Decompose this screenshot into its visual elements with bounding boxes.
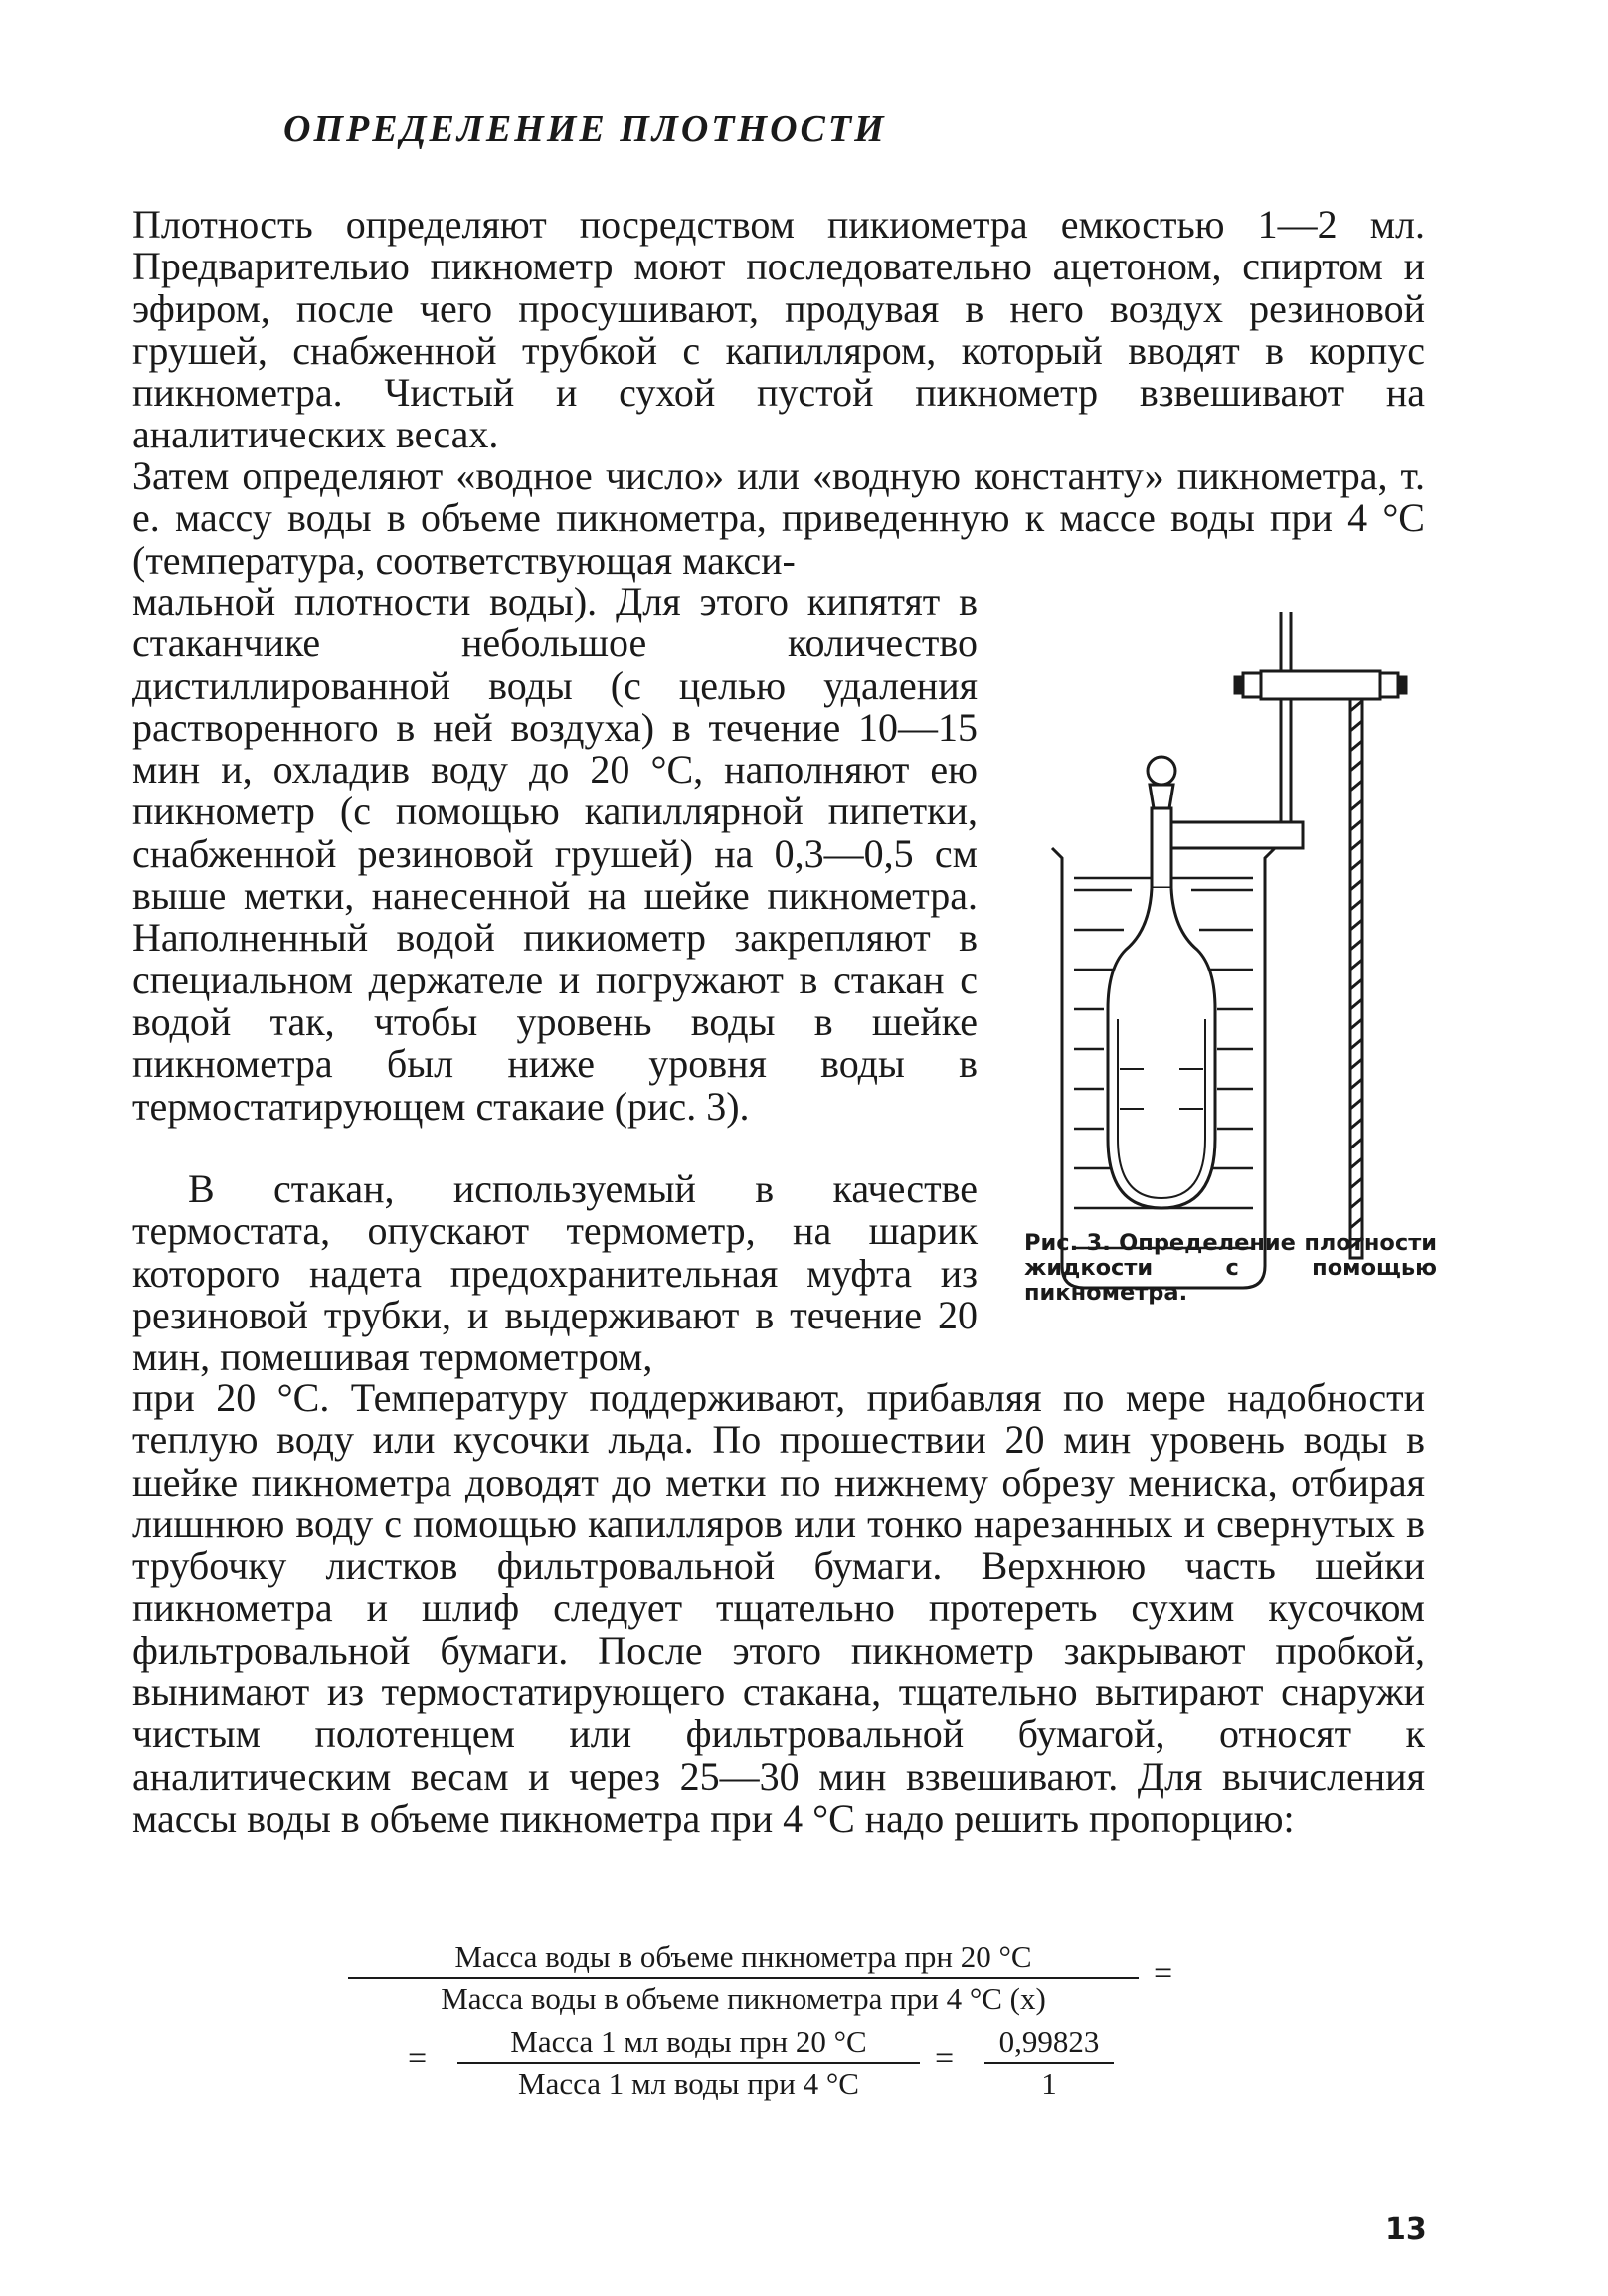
fraction-3-denominator: 1	[984, 2062, 1114, 2102]
fraction-2-numerator: Масса 1 мл воды прн 20 °С	[510, 2025, 867, 2059]
fraction-3	[984, 2025, 1114, 2102]
section-heading: ОПРЕДЕЛЕНИЕ ПЛОТНОСТИ	[283, 108, 887, 150]
equals-sign-3: =	[935, 2040, 955, 2077]
proportion-formula	[348, 1939, 1243, 2118]
paragraph-2-top: Затем определяют «водное число» или «водную константу» пикнометра, т. е. массу воды в объеме пикнометра, приведенную к массе воды при 4 °С (температура, соответствующая макси-	[132, 453, 1425, 583]
figure-caption: Рис. 3. Определение плотности жидкости с помощью пикнометра.	[1024, 1230, 1437, 1306]
fraction-1	[348, 1939, 1139, 2017]
fraction-2	[457, 2025, 920, 2102]
paragraph-1: Плотность определяют посредством пикиометра емкостью 1—2 мл. Предварительио пикнометр моют последовательно ацетоном, спиртом и эфиром, после чего просушивают, продувая в него воздух резиновой грушей, снабженной трубкой с капилляром, который вводят в корпус пикнометра. Чистый и сухой пустой пикнометр взвешивают на аналитических весах.	[132, 202, 1425, 457]
paragraph-2-wrapped: мальной плотности воды). Для этого кипятят в стаканчике небольшое количество дистиллированной воды (с целью удаления растворенного в ней воздуха) в течение 10—15 мин и, охладив воду до 20 °С, наполняют ею пикнометр (с помощью капиллярной пипетки, снабженной резиновой грушей) на 0,3—0,5 см выше метки, нанесенной на шейке пикнометра. Наполненный водой пикиометр закрепляют в специальном держателе и погружают в стакан с водой так, чтобы уровень воды в шейке пикнометра был ниже уровня воды в термостатирующем стакаие (рис. 3).	[132, 579, 978, 1129]
pycnometer-illustration-icon	[1004, 602, 1432, 1318]
pycnometer-figure	[1004, 602, 1432, 1318]
fraction-1-numerator: Масса воды в объеме пнкнометра прн 20 °С	[454, 1939, 1032, 1974]
equals-sign-2: =	[408, 2040, 428, 2077]
fraction-2-denominator: Масса 1 мл воды при 4 °С	[457, 2062, 920, 2102]
paragraph-3-wrapped: В стакан, используемый в качестве термостата, опускают термометр, на шарик которого надета предохранительная муфта из резиновой трубки, и выдерживают в течение 20 мин, помешивая термометром,	[132, 1166, 978, 1380]
fraction-1-denominator: Масса воды в объеме пикнометра при 4 °С (x)	[348, 1977, 1139, 2017]
equals-sign-1: =	[1154, 1955, 1173, 1992]
fraction-3-numerator: 0,99823	[998, 2025, 1100, 2059]
page-number: 13	[1385, 2212, 1427, 2247]
paragraph-3-full: при 20 °С. Температуру поддерживают, прибавляя по мере надобности теплую воду или кусочки льда. По прошествии 20 мин уровень воды в шейке пикнометра доводят до метки по нижнему обрезу мениска, отбирая лишнюю воду с помощью капилляров или тонко нарезанных и свернутых в трубочку листков фильтровальной бумаги. Верхнюю часть шейки пикнометра и шлиф следует тщательно протереть сухим кусочком фильтровальной бумаги. После этого пикнометр закрывают пробкой, вынимают из термостатирующего стакана, тщательно вытирают снаружи чистым полотенцем или фильтровальной бумагой, относят к аналитическим весам и через 25—30 мин взвешивают. Для вычисления массы воды в объеме пикнометра при 4 °С надо решить пропорцию:	[132, 1375, 1425, 1841]
